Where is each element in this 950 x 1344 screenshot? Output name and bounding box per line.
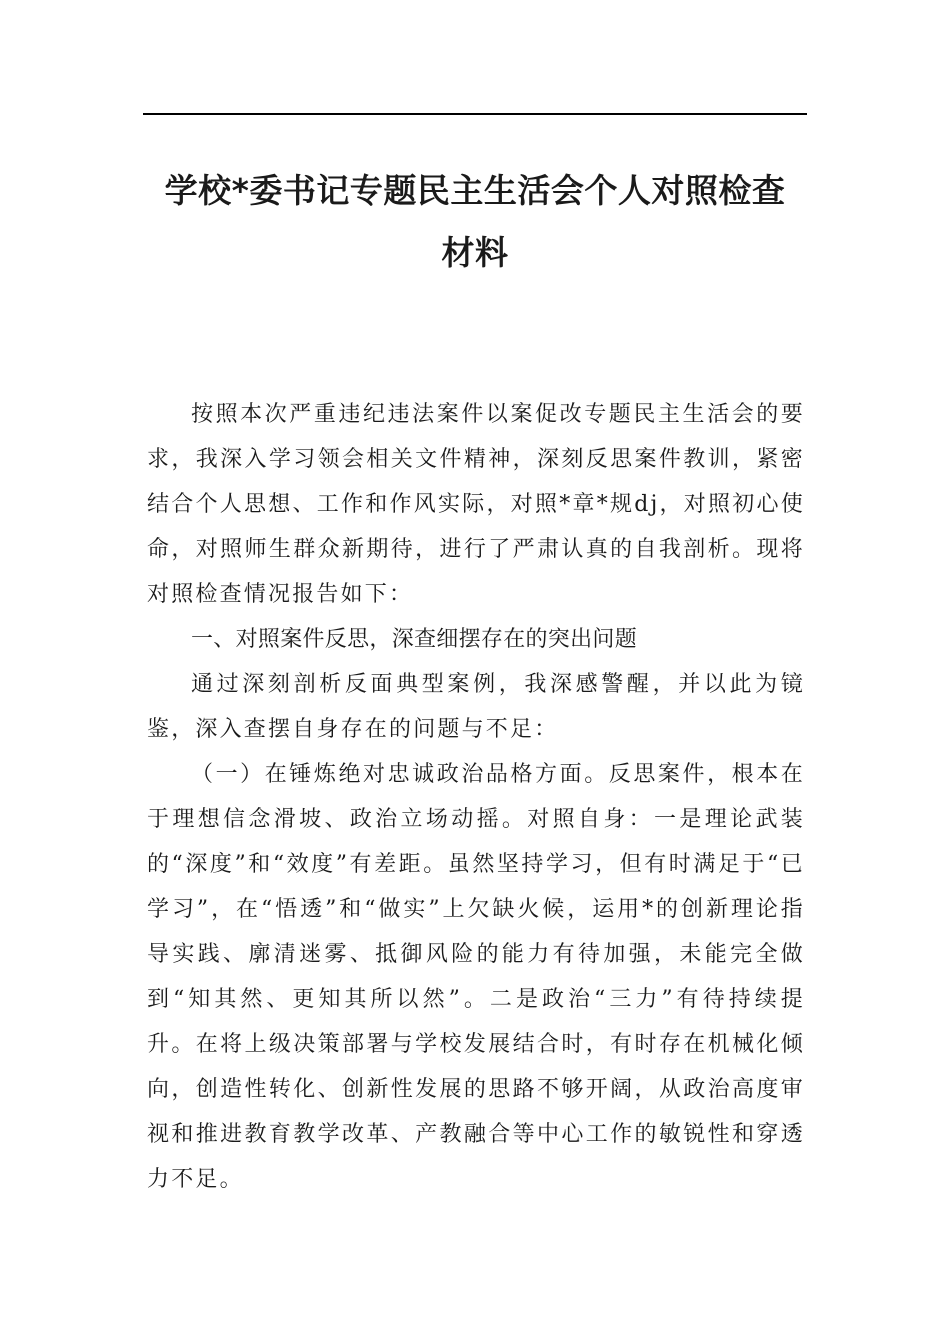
subsection-1-body: 反思案件，根本在于理想信念滑坡、政治立场动摇。对照自身：一是理论武装的“深度”和“效度”有差距。虽然坚持学习，但有时满足于“已学习”，在“悟透”和“做实”上欠缺火候，运用*的创新理论指导实践、廓清迷雾、抵御风险的能力有待加强，未能完全做到“知其然、更知其所以然”。二是政治“三力”有待持续提升。在将上级决策部署与学校发展结合时，有时存在机械化倾向，创造性转化、创新性发展的思路不够开阔，从政治高度审视和推进教育教学改革、产教融合等中心工作的敏锐性和穿透力不足。 (147, 762, 805, 1192)
title-line-1: 学校*委书记专题民主生活会个人对照检查 (164, 171, 786, 210)
subsection-1-heading: （一）在锤炼绝对忠诚政治品格方面。 (191, 762, 609, 787)
document-title (143, 160, 807, 284)
section-1-intro-paragraph: 通过深刻剖析反面典型案例，我深感警醒，并以此为镜鉴，深入查摆自身存在的问题与不足： (147, 672, 805, 742)
document-body (147, 392, 805, 1202)
intro-paragraph: 按照本次严重违纪违法案件以案促改专题民主生活会的要求，我深入学习领会相关文件精神，深刻反思案件教训，紧密结合个人思想、工作和作风实际，对照*章*规dj，对照初心使命，对照师生群众新期待，进行了严肃认真的自我剖析。现将对照检查情况报告如下： (147, 402, 805, 607)
title-line-2: 材料 (441, 233, 509, 272)
section-1-heading: 一、对照案件反思，深查细摆存在的突出问题 (191, 627, 638, 652)
subsection-1-paragraph (147, 752, 805, 1202)
header-rule (143, 113, 807, 115)
